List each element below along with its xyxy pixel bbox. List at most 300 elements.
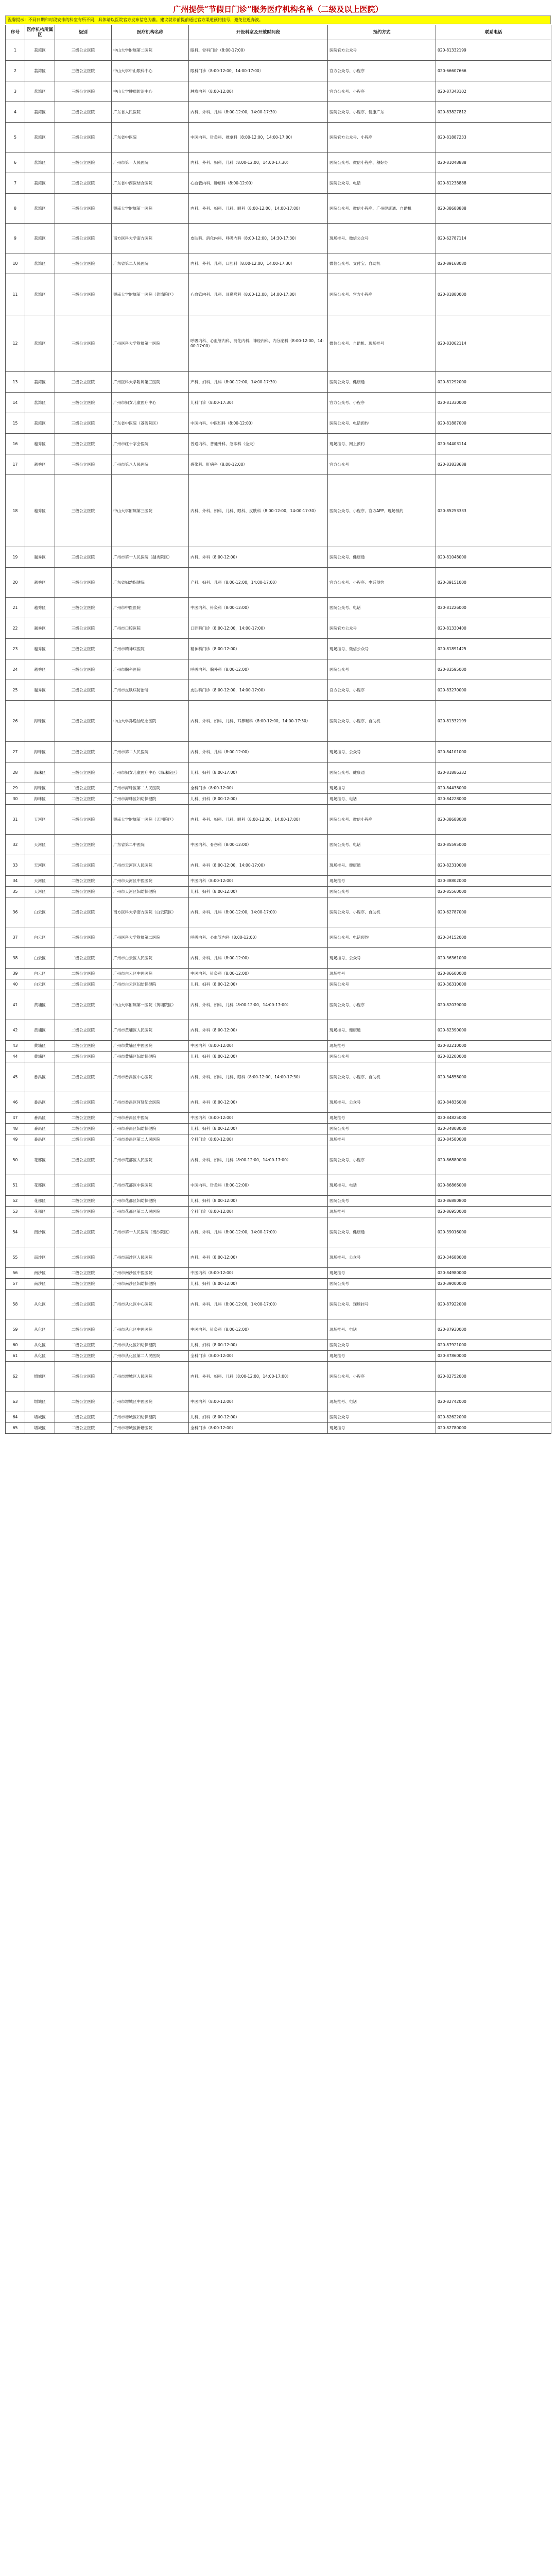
cell-level: 二级公立医院 (55, 1207, 112, 1217)
table-row (6, 876, 551, 887)
cell-name: 广州市白云区人民医院 (112, 948, 189, 969)
cell-name: 广州市海珠区第二人民医院 (112, 783, 189, 794)
col-header-booking: 预约方式 (328, 25, 436, 40)
cell-phone: 020-38688888 (436, 194, 551, 224)
cell-name: 广州市南沙区妇幼保健院 (112, 1279, 189, 1290)
table-row (6, 253, 551, 274)
cell-phone: 020-83838688 (436, 454, 551, 475)
cell-booking: 医院公众号、小程序 (328, 1145, 436, 1175)
cell-phone: 020-82310000 (436, 855, 551, 876)
cell-level: 三级公立医院 (55, 1217, 112, 1247)
cell-no: 8 (6, 194, 25, 224)
cell-name: 广州市从化区妇幼保健院 (112, 1340, 189, 1351)
cell-booking: 医院公众号、健康通 (328, 372, 436, 393)
cell-no: 17 (6, 454, 25, 475)
cell-no: 38 (6, 948, 25, 969)
cell-district: 天河区 (25, 887, 55, 897)
cell-no: 61 (6, 1351, 25, 1362)
cell-name: 广东省中西医结合医院 (112, 173, 189, 194)
cell-district: 荔湾区 (25, 372, 55, 393)
cell-district: 白云区 (25, 969, 55, 979)
table-row (6, 547, 551, 568)
cell-name: 广州市番禺区第二人民医院 (112, 1134, 189, 1145)
cell-district: 天河区 (25, 805, 55, 835)
cell-phone: 020-36310000 (436, 979, 551, 990)
cell-depts: 呼吸内科、心血管内科（8:00-12:00） (189, 927, 328, 948)
cell-name: 中山大学附属第一医院（黄埔院区） (112, 990, 189, 1020)
cell-booking: 医院公众号、小程序 (328, 1362, 436, 1392)
cell-depts: 儿科、妇科（8:00-12:00） (189, 979, 328, 990)
cell-no: 53 (6, 1207, 25, 1217)
cell-no: 59 (6, 1319, 25, 1340)
cell-district: 增城区 (25, 1412, 55, 1423)
cell-level: 二级公立医院 (55, 1041, 112, 1052)
cell-booking: 现场挂号 (328, 783, 436, 794)
cell-booking: 现场挂号 (328, 1041, 436, 1052)
cell-depts: 儿科门诊（8:00-17:30） (189, 393, 328, 413)
cell-district: 越秀区 (25, 659, 55, 680)
cell-depts: 内科、外科、儿科（8:00-12:00，14:00-17:00） (189, 1290, 328, 1319)
cell-name: 广州市天河区妇幼保健院 (112, 887, 189, 897)
cell-booking: 医院公众号 (328, 659, 436, 680)
cell-depts: 产科、妇科、儿科（8:00-12:00，14:00-17:30） (189, 372, 328, 393)
cell-name: 广州市增城区妇幼保健院 (112, 1412, 189, 1423)
cell-depts: 皮肤科、消化内科、呼吸内科（8:00-12:00，14:30-17:30） (189, 224, 328, 253)
cell-level: 三级公立医院 (55, 762, 112, 783)
table-row (6, 194, 551, 224)
cell-level: 三级公立医院 (55, 173, 112, 194)
cell-level: 二级公立医院 (55, 1092, 112, 1113)
table-row (6, 1340, 551, 1351)
cell-no: 21 (6, 598, 25, 618)
table-row (6, 81, 551, 102)
cell-depts: 中医内科、针灸科（8:00-12:00） (189, 598, 328, 618)
cell-phone: 020-86866000 (436, 1175, 551, 1196)
cell-district: 荔湾区 (25, 40, 55, 61)
cell-level: 三级公立医院 (55, 81, 112, 102)
cell-no: 4 (6, 102, 25, 123)
cell-name: 广州市番禺区妇幼保健院 (112, 1124, 189, 1134)
cell-level: 三级公立医院 (55, 639, 112, 659)
cell-no: 1 (6, 40, 25, 61)
cell-name: 广州市从化区第二人民医院 (112, 1351, 189, 1362)
cell-phone: 020-38688000 (436, 805, 551, 835)
cell-phone: 020-34858000 (436, 1062, 551, 1092)
cell-booking: 医院公众号、小程序、健康广东 (328, 102, 436, 123)
cell-booking: 现场挂号、电话 (328, 1175, 436, 1196)
cell-level: 二级公立医院 (55, 1351, 112, 1362)
cell-depts: 全科门诊（8:00-12:00） (189, 1134, 328, 1145)
cell-level: 三级公立医院 (55, 475, 112, 547)
cell-level: 二级公立医院 (55, 1247, 112, 1268)
table-row (6, 1290, 551, 1319)
cell-level: 二级公立医院 (55, 1319, 112, 1340)
cell-no: 15 (6, 413, 25, 434)
cell-district: 从化区 (25, 1340, 55, 1351)
table-row (6, 568, 551, 598)
cell-name: 暨南大学附属第一医院（天河院区） (112, 805, 189, 835)
cell-name: 广州市天河区人民医院 (112, 855, 189, 876)
table-row (6, 783, 551, 794)
cell-no: 60 (6, 1340, 25, 1351)
cell-district: 增城区 (25, 1423, 55, 1434)
cell-depts: 全科门诊（8:00-12:00） (189, 783, 328, 794)
table-row (6, 948, 551, 969)
cell-booking: 医院公众号、健康通 (328, 1217, 436, 1247)
cell-no: 49 (6, 1134, 25, 1145)
cell-district: 海珠区 (25, 742, 55, 762)
cell-phone: 020-81332199 (436, 701, 551, 742)
cell-no: 25 (6, 680, 25, 701)
cell-phone: 020-87860000 (436, 1351, 551, 1362)
cell-name: 中山大学附属第三医院 (112, 475, 189, 547)
cell-district: 从化区 (25, 1290, 55, 1319)
cell-no: 24 (6, 659, 25, 680)
cell-depts: 中医内科、针灸科（8:00-12:00） (189, 1175, 328, 1196)
cell-district: 番禺区 (25, 1134, 55, 1145)
cell-booking: 官方公众号、小程序 (328, 81, 436, 102)
cell-depts: 内科、外科、儿科（8:00-12:00） (189, 948, 328, 969)
table-row (6, 1362, 551, 1392)
cell-depts: 内科、外科（8:00-12:00） (189, 547, 328, 568)
cell-phone: 020-81891425 (436, 639, 551, 659)
cell-phone: 020-87343102 (436, 81, 551, 102)
cell-no: 13 (6, 372, 25, 393)
cell-booking: 医院公众号、小程序、自助机 (328, 897, 436, 927)
table-row (6, 1124, 551, 1134)
cell-district: 增城区 (25, 1362, 55, 1392)
cell-level: 三级公立医院 (55, 742, 112, 762)
cell-depts: 中医内科、针灸科（8:00-12:00） (189, 1319, 328, 1340)
cell-name: 广州市南沙区中医医院 (112, 1268, 189, 1279)
cell-phone: 020-34152000 (436, 927, 551, 948)
table-row (6, 475, 551, 547)
cell-booking: 医院公众号、现场挂号 (328, 1290, 436, 1319)
table-row (6, 1319, 551, 1340)
cell-depts: 中医内科、针灸科、推拿科（8:00-12:00，14:00-17:00） (189, 123, 328, 152)
cell-no: 16 (6, 434, 25, 454)
cell-name: 南方医科大学南方医院 (112, 224, 189, 253)
cell-depts: 中医内科（8:00-12:00） (189, 876, 328, 887)
cell-level: 二级公立医院 (55, 1392, 112, 1412)
cell-district: 荔湾区 (25, 315, 55, 372)
cell-booking: 官方公众号、小程序 (328, 393, 436, 413)
cell-depts: 儿科、妇科（8:00-12:00） (189, 794, 328, 805)
cell-district: 荔湾区 (25, 102, 55, 123)
cell-no: 35 (6, 887, 25, 897)
cell-no: 33 (6, 855, 25, 876)
cell-phone: 020-38802000 (436, 876, 551, 887)
cell-depts: 中医内科（8:00-12:00） (189, 1041, 328, 1052)
table-row (6, 762, 551, 783)
cell-no: 23 (6, 639, 25, 659)
cell-district: 白云区 (25, 927, 55, 948)
cell-name: 广州市第一人民医院 (112, 152, 189, 173)
cell-name: 广州市精神病医院 (112, 639, 189, 659)
table-row (6, 598, 551, 618)
cell-no: 9 (6, 224, 25, 253)
cell-phone: 020-84980000 (436, 1268, 551, 1279)
cell-name: 广州医科大学附属第一医院 (112, 315, 189, 372)
cell-no: 32 (6, 835, 25, 855)
table-row (6, 413, 551, 434)
cell-district: 花都区 (25, 1175, 55, 1196)
cell-phone: 020-81292000 (436, 372, 551, 393)
cell-no: 46 (6, 1092, 25, 1113)
cell-level: 三级公立医院 (55, 547, 112, 568)
col-header-no: 序号 (6, 25, 25, 40)
cell-no: 14 (6, 393, 25, 413)
cell-phone: 020-84825000 (436, 1113, 551, 1124)
cell-booking: 现场挂号 (328, 1351, 436, 1362)
table-row (6, 454, 551, 475)
cell-district: 海珠区 (25, 762, 55, 783)
hospital-table (5, 25, 551, 1434)
cell-level: 三级公立医院 (55, 274, 112, 315)
cell-name: 广州市从化区中心医院 (112, 1290, 189, 1319)
cell-booking: 现场挂号、公众号 (328, 1092, 436, 1113)
cell-booking: 现场挂号、微信公众号 (328, 639, 436, 659)
cell-booking: 医院公众号 (328, 1052, 436, 1062)
table-row (6, 855, 551, 876)
cell-name: 广东省中医院（荔湾院区） (112, 413, 189, 434)
table-row (6, 1423, 551, 1434)
cell-booking: 现场挂号、健康通 (328, 1020, 436, 1041)
cell-name: 广州市黄埔区妇幼保健院 (112, 1052, 189, 1062)
cell-no: 22 (6, 618, 25, 639)
cell-booking: 现场挂号 (328, 1268, 436, 1279)
cell-district: 海珠区 (25, 794, 55, 805)
cell-no: 56 (6, 1268, 25, 1279)
cell-name: 广州市白云区中医医院 (112, 969, 189, 979)
cell-level: 三级公立医院 (55, 680, 112, 701)
cell-district: 增城区 (25, 1392, 55, 1412)
table-row (6, 1041, 551, 1052)
cell-booking: 现场挂号、电话 (328, 1319, 436, 1340)
cell-phone: 020-81887000 (436, 413, 551, 434)
table-row (6, 1020, 551, 1041)
cell-phone: 020-81330000 (436, 393, 551, 413)
table-row (6, 315, 551, 372)
cell-depts: 呼吸内科、心血管内科、消化内科、神经内科、内分泌科（8:00-12:00，14:00-17:00） (189, 315, 328, 372)
cell-district: 黄埔区 (25, 1052, 55, 1062)
cell-no: 29 (6, 783, 25, 794)
cell-no: 10 (6, 253, 25, 274)
cell-district: 南沙区 (25, 1268, 55, 1279)
table-header-row (6, 25, 551, 40)
cell-phone: 020-81880000 (436, 274, 551, 315)
cell-name: 广州市红十字会医院 (112, 434, 189, 454)
cell-no: 3 (6, 81, 25, 102)
cell-no: 31 (6, 805, 25, 835)
cell-level: 二级公立医院 (55, 1113, 112, 1124)
cell-no: 51 (6, 1175, 25, 1196)
cell-district: 黄埔区 (25, 990, 55, 1020)
cell-depts: 皮肤科门诊（8:00-12:00，14:00-17:00） (189, 680, 328, 701)
cell-depts: 眼科、骨科门诊（8:00-17:00） (189, 40, 328, 61)
page (5, 0, 551, 1434)
cell-level: 三级公立医院 (55, 40, 112, 61)
cell-phone: 020-66607666 (436, 61, 551, 81)
cell-phone: 020-84228000 (436, 794, 551, 805)
table-row (6, 1351, 551, 1362)
cell-district: 天河区 (25, 876, 55, 887)
cell-no: 43 (6, 1041, 25, 1052)
cell-booking: 现场挂号、电话 (328, 794, 436, 805)
cell-level: 二级公立医院 (55, 1340, 112, 1351)
cell-name: 广州市皮肤病防治所 (112, 680, 189, 701)
cell-no: 42 (6, 1020, 25, 1041)
cell-phone: 020-82079000 (436, 990, 551, 1020)
table-row (6, 61, 551, 81)
cell-depts: 儿科、妇科（8:00-12:00） (189, 1412, 328, 1423)
cell-district: 从化区 (25, 1351, 55, 1362)
cell-phone: 020-82390000 (436, 1020, 551, 1041)
cell-name: 广州市胸科医院 (112, 659, 189, 680)
cell-no: 54 (6, 1217, 25, 1247)
cell-district: 荔湾区 (25, 413, 55, 434)
cell-phone: 020-81886332 (436, 762, 551, 783)
cell-booking: 现场挂号 (328, 1113, 436, 1124)
cell-depts: 全科门诊（8:00-12:00） (189, 1351, 328, 1362)
cell-no: 2 (6, 61, 25, 81)
col-header-depts: 开设科室及开放时间段 (189, 25, 328, 40)
cell-no: 12 (6, 315, 25, 372)
cell-no: 36 (6, 897, 25, 927)
cell-district: 白云区 (25, 948, 55, 969)
cell-booking: 医院公众号 (328, 1412, 436, 1423)
cell-phone: 020-87921000 (436, 1340, 551, 1351)
cell-no: 44 (6, 1052, 25, 1062)
cell-booking: 医院公众号、电话预约 (328, 927, 436, 948)
cell-no: 50 (6, 1145, 25, 1175)
table-row (6, 990, 551, 1020)
cell-name: 中山大学孙逸仙纪念医院 (112, 701, 189, 742)
cell-level: 二级公立医院 (55, 876, 112, 887)
cell-booking: 医院公众号、小程序、官方APP、现场预约 (328, 475, 436, 547)
cell-depts: 感染科、肝病科（8:00-12:00） (189, 454, 328, 475)
cell-phone: 020-83595000 (436, 659, 551, 680)
cell-level: 二级公立医院 (55, 1290, 112, 1319)
cell-name: 广东省中医院 (112, 123, 189, 152)
cell-district: 海珠区 (25, 701, 55, 742)
cell-booking: 现场挂号、网上预约 (328, 434, 436, 454)
cell-depts: 内科、外科（8:00-12:00，14:00-17:00） (189, 855, 328, 876)
cell-booking: 医院公众号 (328, 1196, 436, 1207)
cell-district: 天河区 (25, 855, 55, 876)
cell-level: 二级公立医院 (55, 969, 112, 979)
cell-booking: 现场挂号、微信公众号 (328, 224, 436, 253)
cell-depts: 内科、外科、儿科（8:00-12:00） (189, 742, 328, 762)
table-row (6, 701, 551, 742)
cell-level: 三级公立医院 (55, 194, 112, 224)
cell-level: 二级公立医院 (55, 1423, 112, 1434)
table-row (6, 659, 551, 680)
cell-depts: 全科门诊（8:00-12:00） (189, 1423, 328, 1434)
cell-booking: 现场挂号、公众号 (328, 1247, 436, 1268)
cell-district: 越秀区 (25, 434, 55, 454)
table-row (6, 1062, 551, 1092)
cell-depts: 内科、外科、妇科、儿科、眼科（8:00-12:00，14:00-17:00） (189, 805, 328, 835)
cell-name: 南方医科大学南方医院（白云院区） (112, 897, 189, 927)
cell-booking: 医院公众号 (328, 1124, 436, 1134)
cell-phone: 020-82752000 (436, 1362, 551, 1392)
cell-phone: 020-34403114 (436, 434, 551, 454)
cell-district: 番禺区 (25, 1124, 55, 1134)
cell-level: 三级公立医院 (55, 855, 112, 876)
cell-phone: 020-86880000 (436, 1145, 551, 1175)
cell-level: 二级公立医院 (55, 1196, 112, 1207)
cell-level: 三级公立医院 (55, 835, 112, 855)
cell-phone: 020-83270000 (436, 680, 551, 701)
cell-level: 三级公立医院 (55, 990, 112, 1020)
cell-district: 海珠区 (25, 783, 55, 794)
cell-phone: 020-62787114 (436, 224, 551, 253)
cell-phone: 020-85595000 (436, 835, 551, 855)
cell-no: 28 (6, 762, 25, 783)
cell-name: 广州市第一人民医院（越秀院区） (112, 547, 189, 568)
cell-booking: 现场挂号 (328, 969, 436, 979)
cell-level: 三级公立医院 (55, 253, 112, 274)
cell-booking: 医院公众号、电话 (328, 173, 436, 194)
cell-depts: 内科、外科、妇科、儿科、眼科、皮肤科（8:00-12:00，14:00-17:30） (189, 475, 328, 547)
cell-level: 三级公立医院 (55, 372, 112, 393)
table-row (6, 274, 551, 315)
cell-no: 64 (6, 1412, 25, 1423)
cell-district: 越秀区 (25, 618, 55, 639)
cell-name: 广州市天河区中医医院 (112, 876, 189, 887)
cell-phone: 020-87922000 (436, 1290, 551, 1319)
cell-name: 广东省妇幼保健院 (112, 568, 189, 598)
cell-district: 越秀区 (25, 639, 55, 659)
cell-booking: 官方公众号、小程序 (328, 680, 436, 701)
cell-no: 18 (6, 475, 25, 547)
cell-phone: 020-82622000 (436, 1412, 551, 1423)
cell-name: 广东省第二人民医院 (112, 253, 189, 274)
table-row (6, 897, 551, 927)
cell-depts: 中医内科、骨伤科（8:00-12:00） (189, 835, 328, 855)
cell-name: 广州市中医医院 (112, 598, 189, 618)
table-row (6, 887, 551, 897)
cell-no: 11 (6, 274, 25, 315)
cell-level: 二级公立医院 (55, 783, 112, 794)
cell-level: 三级公立医院 (55, 1062, 112, 1092)
cell-name: 暨南大学附属第一医院 (112, 194, 189, 224)
cell-booking: 医院公众号、电话预约 (328, 413, 436, 434)
cell-name: 暨南大学附属第一医院（荔湾院区） (112, 274, 189, 315)
cell-district: 南沙区 (25, 1217, 55, 1247)
cell-district: 花都区 (25, 1196, 55, 1207)
cell-no: 30 (6, 794, 25, 805)
table-row (6, 1145, 551, 1175)
cell-district: 从化区 (25, 1319, 55, 1340)
cell-no: 20 (6, 568, 25, 598)
cell-name: 广州市番禺区中医院 (112, 1113, 189, 1124)
cell-phone: 020-36361000 (436, 948, 551, 969)
cell-name: 广州市南沙区人民医院 (112, 1247, 189, 1268)
cell-no: 6 (6, 152, 25, 173)
cell-phone: 020-82210000 (436, 1041, 551, 1052)
table-row (6, 1279, 551, 1290)
cell-level: 三级公立医院 (55, 1362, 112, 1392)
cell-booking: 微信公众号、自助机、现场挂号 (328, 315, 436, 372)
cell-level: 三级公立医院 (55, 454, 112, 475)
cell-depts: 内科、外科、儿科（8:00-12:00，14:00-17:00） (189, 897, 328, 927)
cell-level: 二级公立医院 (55, 1124, 112, 1134)
table-row (6, 1196, 551, 1207)
cell-booking: 医院公众号、微信小程序 (328, 805, 436, 835)
cell-no: 45 (6, 1062, 25, 1092)
